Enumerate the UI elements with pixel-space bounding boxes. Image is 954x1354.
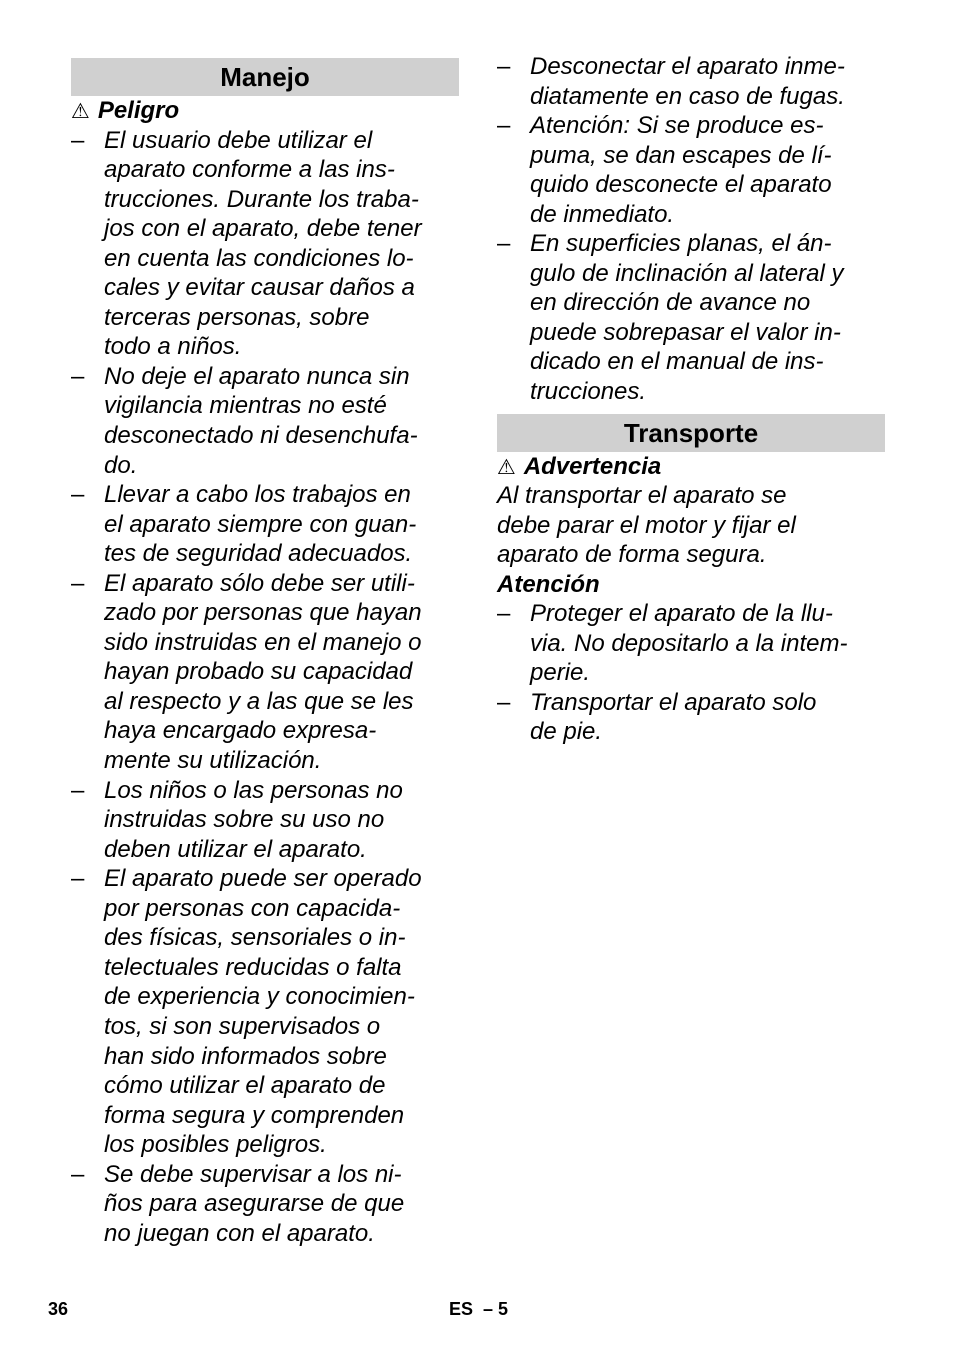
list-item-line xyxy=(71,835,459,865)
dash-bullet: – xyxy=(71,776,85,804)
list-item-line xyxy=(71,480,459,510)
list-item-line xyxy=(71,746,459,776)
list-item-line xyxy=(71,1101,459,1131)
danger-list xyxy=(71,126,459,1249)
list-item-line xyxy=(71,1071,459,1101)
dash-bullet: – xyxy=(71,126,85,154)
list-item-text: diatamente en caso de fugas. xyxy=(530,82,845,110)
list-item-line xyxy=(71,185,459,215)
list-item-line xyxy=(71,716,459,746)
right-column xyxy=(497,0,885,747)
list-item-line xyxy=(71,598,459,628)
list-item-text: via. No depositarlo a la intem- xyxy=(530,629,848,657)
list-item-line xyxy=(71,657,459,687)
list-item-text: zado por personas que hayan xyxy=(104,599,422,627)
list-item-text: no juegan con el aparato. xyxy=(104,1219,375,1247)
list-item-line xyxy=(71,539,459,569)
left-content xyxy=(71,96,459,1248)
list-item-text: des físicas, sensoriales o in- xyxy=(104,924,406,952)
dash-bullet: – xyxy=(497,112,511,140)
list-item-line xyxy=(71,273,459,303)
list-item xyxy=(497,688,885,747)
list-item-line xyxy=(71,894,459,924)
paragraph-line: Al transportar el aparato se xyxy=(497,482,787,510)
list-item-text: quido desconecte el aparato xyxy=(530,171,832,199)
list-item-line xyxy=(497,377,885,407)
danger-list-continued xyxy=(497,52,885,407)
list-item-line xyxy=(497,658,885,688)
list-item-text: El aparato puede ser operado xyxy=(104,865,422,893)
section-title-transporte: Transporte xyxy=(497,414,885,452)
dash-bullet: – xyxy=(497,600,511,628)
attention-heading: Atención xyxy=(497,570,600,598)
list-item-text: deben utilizar el aparato. xyxy=(104,835,367,863)
list-item-text: telectuales reducidas o falta xyxy=(104,953,402,981)
list-item-text: do. xyxy=(104,451,138,479)
list-item-line xyxy=(497,318,885,348)
list-item-line xyxy=(71,687,459,717)
dash-bullet: – xyxy=(71,569,85,597)
list-item-line xyxy=(497,288,885,318)
list-item-text: todo a niños. xyxy=(104,333,242,361)
list-item-text: de pie. xyxy=(530,718,603,746)
list-item-line xyxy=(71,155,459,185)
list-item-line xyxy=(71,953,459,983)
list-item-text: El usuario debe utilizar el xyxy=(104,126,373,154)
list-item-line xyxy=(497,200,885,230)
list-item-line xyxy=(497,111,885,141)
list-item-text: cómo utilizar el aparato de xyxy=(104,1072,386,1100)
list-item-text: trucciones. xyxy=(530,378,647,406)
dash-bullet: – xyxy=(71,1160,85,1188)
list-item-text: Proteger el aparato de la llu- xyxy=(530,600,833,628)
list-item xyxy=(71,1160,459,1249)
list-item-text: cales y evitar causar daños a xyxy=(104,274,415,302)
list-item-line xyxy=(71,805,459,835)
list-item-text: instruidas sobre su uso no xyxy=(104,806,385,834)
list-item-text: El aparato sólo debe ser utili- xyxy=(104,569,415,597)
page-number: 36 xyxy=(48,1299,69,1319)
paragraph-line: aparato de forma segura. xyxy=(497,541,767,569)
dash-bullet: – xyxy=(497,688,511,716)
list-item-line xyxy=(71,451,459,481)
list-item-text: dicado en el manual de ins- xyxy=(530,348,824,376)
list-item-line xyxy=(497,688,885,718)
list-item-text: Atención: Si se produce es- xyxy=(530,112,824,140)
list-item-text: vigilancia mientras no esté xyxy=(104,392,387,420)
transport-paragraph xyxy=(497,481,885,570)
dash-bullet: – xyxy=(497,230,511,258)
attention-list xyxy=(497,599,885,747)
list-item-text: el aparato siempre con guan- xyxy=(104,510,417,538)
list-item xyxy=(71,569,459,776)
list-item-text: Desconectar el aparato inme- xyxy=(530,53,845,80)
list-item-line xyxy=(71,421,459,451)
list-item-line xyxy=(497,629,885,659)
list-item-text: tes de seguridad adecuados. xyxy=(104,540,413,568)
list-item-line xyxy=(71,332,459,362)
list-item-text: puede sobrepasar el valor in- xyxy=(530,318,841,346)
list-item-text: Los niños o las personas no xyxy=(104,776,403,804)
list-item-line xyxy=(71,1189,459,1219)
list-item xyxy=(71,362,459,480)
left-column xyxy=(71,0,459,1248)
list-item-line xyxy=(71,628,459,658)
list-item xyxy=(71,776,459,865)
list-item-text: al respecto y a las que se les xyxy=(104,687,414,715)
list-item-text: trucciones. Durante los traba- xyxy=(104,185,419,213)
list-item-text: mente su utilización. xyxy=(104,747,322,775)
list-item-line xyxy=(71,1160,459,1190)
list-item-line xyxy=(71,776,459,806)
list-item-line xyxy=(497,52,885,82)
list-item-text: sido instruidas en el manejo o xyxy=(104,628,422,656)
list-item-line xyxy=(497,82,885,112)
list-item xyxy=(497,229,885,406)
list-item-text: de inmediato. xyxy=(530,200,675,228)
list-item-text: en dirección de avance no xyxy=(530,289,811,317)
section-page-label: ES – 5 xyxy=(449,1299,509,1319)
list-item-text: haya encargado expresa- xyxy=(104,717,377,745)
list-item-text: desconectado ni desenchufa- xyxy=(104,422,418,450)
list-item xyxy=(497,599,885,688)
list-item-line xyxy=(497,141,885,171)
warning-triangle-icon: ⚠ xyxy=(71,100,90,123)
list-item-line xyxy=(71,214,459,244)
list-item-text: Llevar a cabo los trabajos en xyxy=(104,481,411,509)
list-item xyxy=(497,52,885,111)
list-item-line xyxy=(71,1042,459,1072)
list-item-text: aparato conforme a las ins- xyxy=(104,156,395,184)
list-item-text: por personas con capacida- xyxy=(104,894,401,922)
list-item-line xyxy=(71,362,459,392)
list-item-line xyxy=(71,126,459,156)
list-item-text: en cuenta las condiciones lo- xyxy=(104,244,414,272)
list-item-text: han sido informados sobre xyxy=(104,1042,387,1070)
dash-bullet: – xyxy=(71,865,85,893)
section-title-manejo: Manejo xyxy=(71,58,459,96)
danger-heading xyxy=(71,96,459,126)
list-item xyxy=(497,111,885,229)
list-item xyxy=(71,126,459,362)
list-item-text: los posibles peligros. xyxy=(104,1131,327,1159)
list-item-line xyxy=(497,170,885,200)
list-item-line xyxy=(71,569,459,599)
list-item-text: terceras personas, sobre xyxy=(104,303,370,331)
list-item xyxy=(71,864,459,1159)
list-item-line xyxy=(71,510,459,540)
paragraph-line: debe parar el motor y fijar el xyxy=(497,511,796,539)
dash-bullet: – xyxy=(71,362,85,390)
list-item-text: Se debe supervisar a los ni- xyxy=(104,1160,402,1188)
list-item-text: Transportar el aparato solo xyxy=(530,688,817,716)
list-item-line xyxy=(497,717,885,747)
list-item-text: En superficies planas, el án- xyxy=(530,230,832,258)
list-item-text: puma, se dan escapes de lí- xyxy=(530,141,832,169)
danger-label: Peligro xyxy=(97,97,180,124)
list-item-text: ños para asegurarse de que xyxy=(104,1190,405,1218)
list-item-text: gulo de inclinación al lateral y xyxy=(530,259,844,287)
right-content-bottom xyxy=(497,452,885,747)
list-item-line xyxy=(497,259,885,289)
warning-triangle-icon: ⚠ xyxy=(497,455,516,479)
list-item-text: forma segura y comprenden xyxy=(104,1101,405,1129)
list-item-text: tos, si son supervisados o xyxy=(104,1012,381,1040)
list-item-line xyxy=(71,1130,459,1160)
list-item-line xyxy=(497,229,885,259)
list-item-text: perie. xyxy=(530,659,591,687)
dash-bullet: – xyxy=(497,53,511,80)
warning-heading xyxy=(497,452,885,482)
list-item-line xyxy=(497,347,885,377)
list-item xyxy=(71,480,459,569)
list-item-line xyxy=(71,1219,459,1249)
list-item-line xyxy=(71,303,459,333)
list-item-line xyxy=(71,244,459,274)
list-item-text: hayan probado su capacidad xyxy=(104,658,413,686)
right-content-top xyxy=(497,52,885,407)
list-item-text: No deje el aparato nunca sin xyxy=(104,362,410,390)
list-item-text: de experiencia y conocimien- xyxy=(104,983,415,1011)
list-item-text: jos con el aparato, debe tener xyxy=(104,215,422,243)
dash-bullet: – xyxy=(71,481,85,509)
list-item-line xyxy=(497,599,885,629)
list-item-line xyxy=(71,864,459,894)
warning-label: Advertencia xyxy=(523,452,662,480)
list-item-line xyxy=(71,391,459,421)
list-item-line xyxy=(71,982,459,1012)
list-item-line xyxy=(71,923,459,953)
list-item-line xyxy=(71,1012,459,1042)
